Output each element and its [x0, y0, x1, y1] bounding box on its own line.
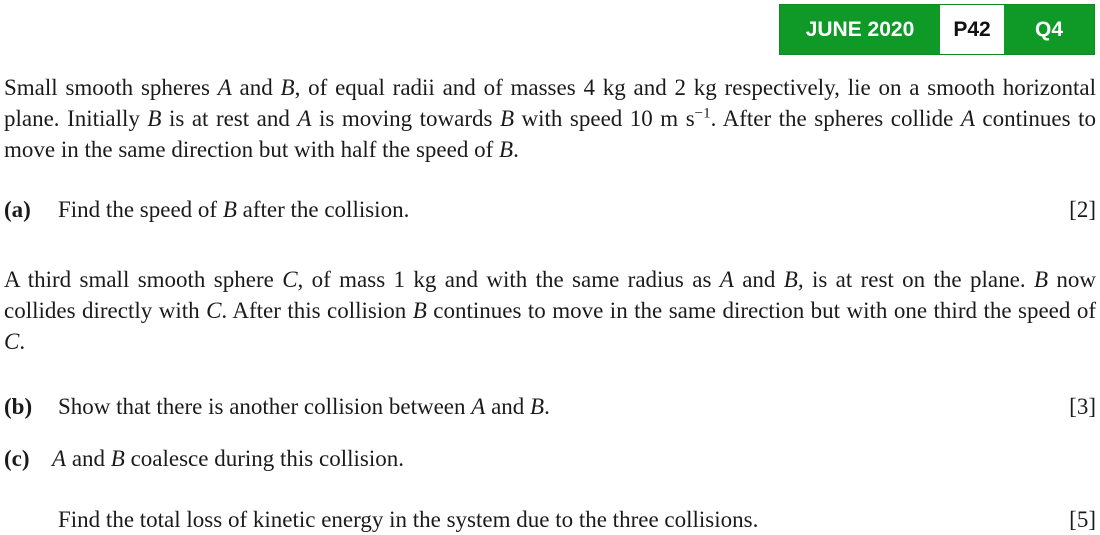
question-middle-text: A third small smooth sphere C, of mass 1 kg and with the same radius as A and B, is at rest on the plane. B now collides directly with C. After this collision B continues to move in the same direction but with one third the speed of C. — [4, 267, 1096, 354]
question-number-label: Q4 — [1004, 5, 1094, 54]
question-reference-badge — [779, 4, 1095, 55]
part-a-marks: [2] — [1069, 197, 1096, 222]
part-b-text: Show that there is another collision between A and B. — [58, 394, 550, 419]
part-c-text: A and B coalesce during this collision. — [52, 446, 404, 471]
part-a-label: (a) — [4, 197, 31, 222]
part-c — [4, 443, 1096, 474]
part-b-label: (b) — [4, 394, 33, 419]
part-c-marks: [5] — [1069, 507, 1096, 532]
part-b — [4, 391, 1096, 422]
exam-session-label: JUNE 2020 — [780, 5, 940, 54]
part-c-label: (c) — [4, 446, 30, 471]
part-c-find-text: Find the total loss of kinetic energy in the system due to the three collisions. — [58, 507, 759, 532]
part-a — [4, 194, 1096, 225]
part-a-text: Find the speed of B after the collision. — [58, 197, 410, 222]
part-b-marks: [3] — [1069, 394, 1096, 419]
part-c-task — [4, 504, 1096, 535]
question-intro: Small smooth spheres A and B, of equal radii and of masses 4 kg and 2 kg respectively, lie on a smooth horizontal plane. Initially B is at rest and A is moving towards B with speed 10 m $s^{-1}$. After the spheres collide A continues to move in the same direction but with half the speed of B. — [4, 75, 1096, 162]
paper-number-label: P42 — [940, 5, 1004, 54]
